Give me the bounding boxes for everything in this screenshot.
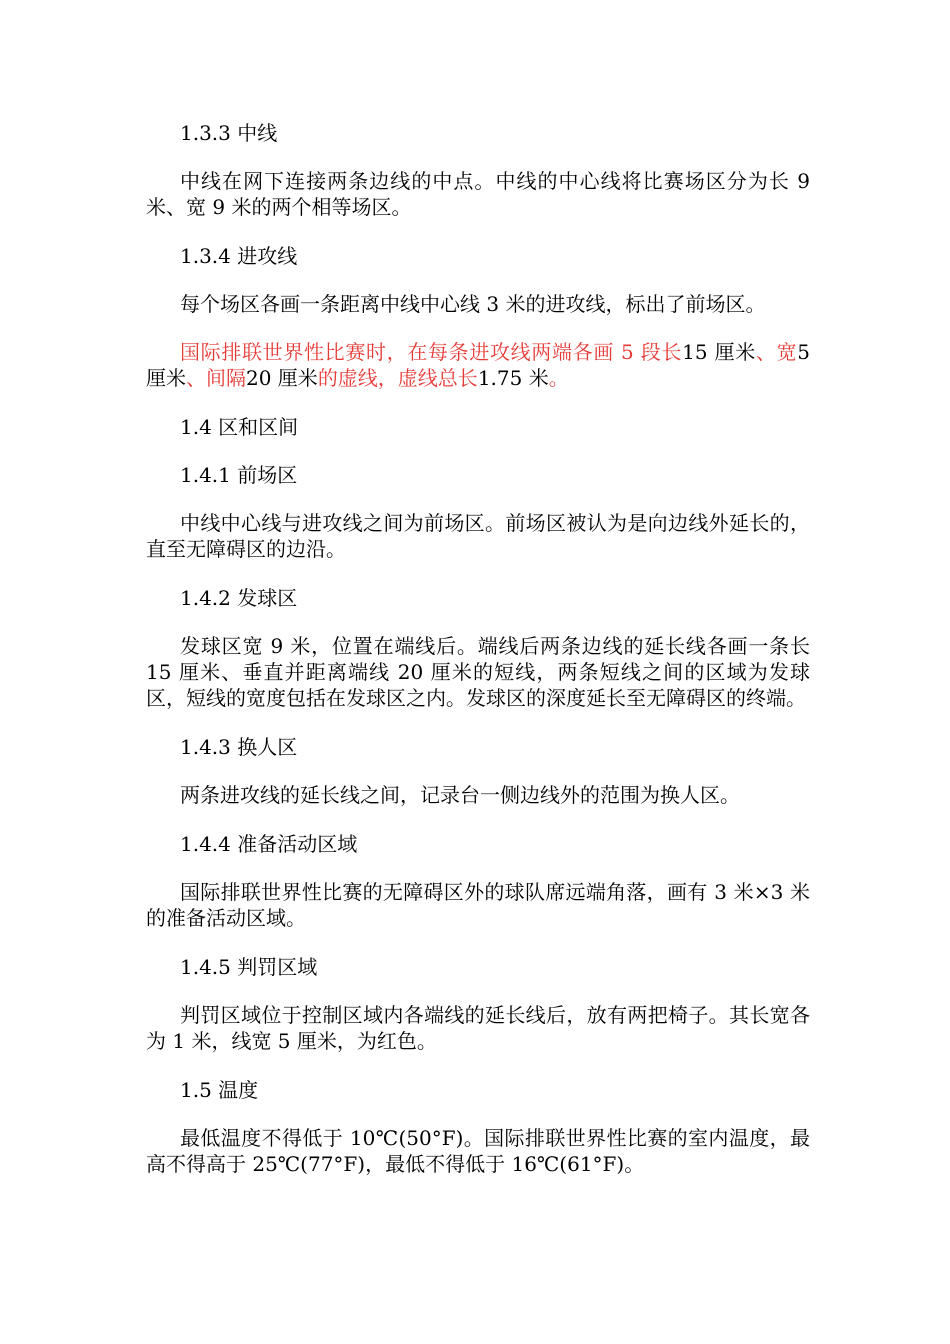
section-heading-1-3-4: 1.3.4 进攻线	[180, 244, 298, 268]
highlight-text: 的虚线，虚线总长	[317, 366, 478, 390]
paragraph-front-zone: 中线中心线与进攻线之间为前场区。前场区被认为是向边线外延长的，直至无障碍区的边沿。	[146, 511, 810, 561]
section-heading-1-4-4: 1.4.4 准备活动区域	[180, 832, 358, 856]
measurement-text: 20 厘米	[246, 366, 318, 390]
measurement-text: 1.75 米	[477, 366, 549, 390]
highlight-text: 、宽	[755, 340, 798, 364]
section-heading-1-4-5: 1.4.5 判罚区域	[180, 955, 318, 979]
paragraph-substitution-zone: 两条进攻线的延长线之间，记录台一侧边线外的范围为换人区。	[180, 783, 740, 807]
section-heading-1-5: 1.5 温度	[180, 1078, 259, 1102]
paragraph-penalty-area: 判罚区域位于控制区域内各端线的延长线后，放有两把椅子。其长宽各为 1 米，线宽 5 厘米，为红色。	[146, 1003, 810, 1053]
paragraph-service-zone: 发球区宽 9 米，位置在端线后。端线后两条边线的延长线各画一条长 15 厘米、垂直并距离端线 20 厘米的短线，两条短线之间的区域为发球区，短线的宽度包括在发球区之内。发球区的深度延长至无障碍区的终端。	[146, 634, 810, 710]
section-heading-1-4-1: 1.4.1 前场区	[180, 463, 298, 487]
paragraph-temperature: 最低温度不得低于 10℃(50°F)。国际排联世界性比赛的室内温度，最高不得高于 25℃(77°F)，最低不得低于 16℃(61°F)。	[146, 1126, 810, 1176]
paragraph-center-line: 中线在网下连接两条边线的中点。中线的中心线将比赛场区分为长 9 米、宽 9 米的两个相等场区。	[146, 169, 810, 219]
paragraph-attack-line-fivb	[146, 339, 810, 391]
document-body	[146, 120, 810, 1177]
section-heading-1-3-3: 1.3.3 中线	[180, 121, 278, 145]
measurement-text: 15 厘米	[682, 340, 756, 364]
section-heading-1-4-3: 1.4.3 换人区	[180, 735, 298, 759]
section-heading-1-4: 1.4 区和区间	[180, 415, 299, 439]
highlight-text: 。	[548, 366, 569, 390]
highlight-text: 、间隔	[186, 366, 246, 390]
section-heading-1-4-2: 1.4.2 发球区	[180, 586, 298, 610]
paragraph-warmup-area: 国际排联世界性比赛的无障碍区外的球队席远端角落，画有 3 米×3 米的准备活动区域。	[146, 880, 810, 930]
paragraph-attack-line: 每个场区各画一条距离中线中心线 3 米的进攻线，标出了前场区。	[180, 292, 766, 316]
measurement-text: 5 厘米	[146, 340, 810, 390]
highlight-text: 国际排联世界性比赛时，在每条进攻线两端各画 5 段长	[180, 340, 683, 364]
